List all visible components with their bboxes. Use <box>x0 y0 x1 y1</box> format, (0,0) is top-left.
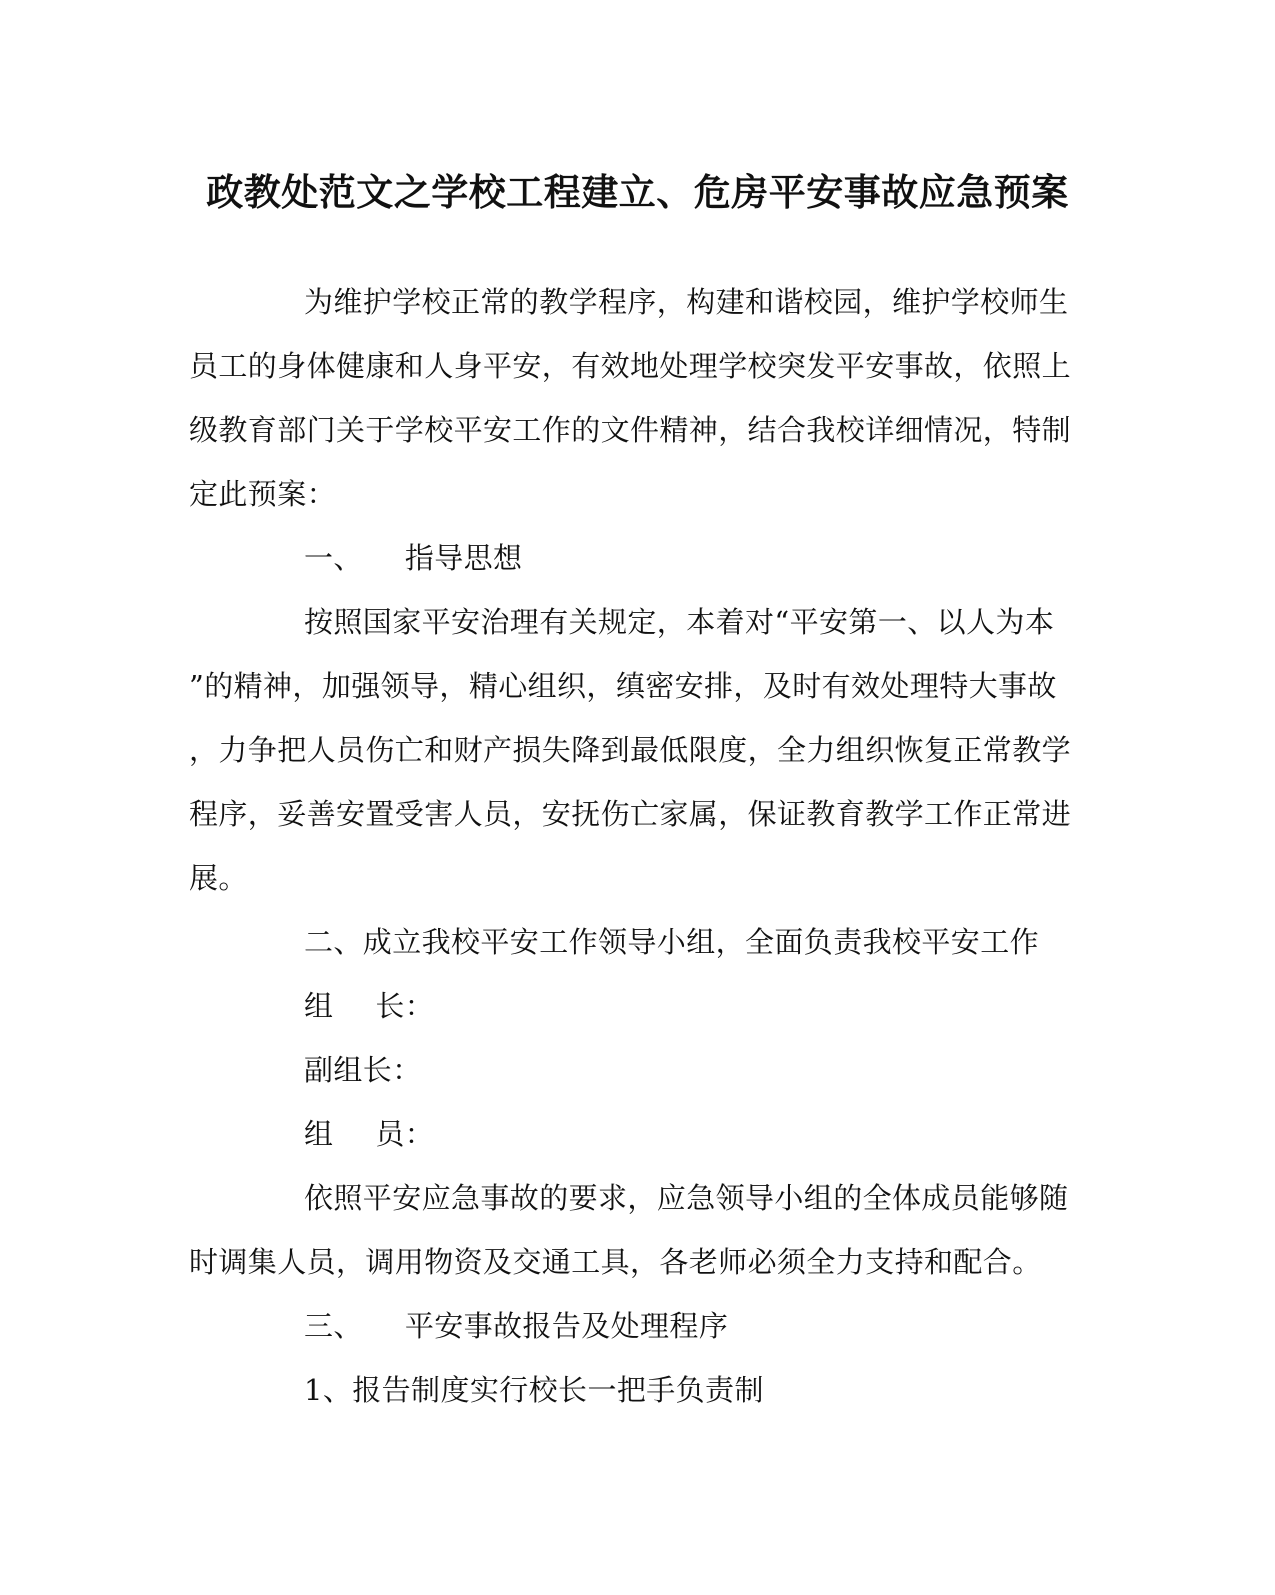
section-2-line-1: 依照平安应急事故的要求，应急领导小组的全体成员能够随 <box>304 1181 1069 1215</box>
intro-line-2: 员工的身体健康和人身平安，有效地处理学校突发平安事故，依照上 <box>189 349 1072 383</box>
section-3-item-1: 1、报告制度实行校长一把手负责制 <box>304 1373 764 1407</box>
document-title: 政教处范文之学校工程建立、危房平安事故应急预案 <box>206 170 1069 214</box>
section-2-heading: 二、成立我校平安工作领导小组，全面负责我校平安工作 <box>304 925 1040 959</box>
section-1-title: 指导思想 <box>404 541 523 575</box>
section-1-line-4: 程序，妥善安置受害人员，安抚伤亡家属，保证教育教学工作正常进 <box>189 797 1072 831</box>
group-member-label-b: 员： <box>375 1117 435 1151</box>
section-1-line-1: 按照国家平安治理有关规定，本着对“平安第一、以人为本 <box>304 605 1055 639</box>
section-3-heading <box>304 1306 1049 1346</box>
section-1-line-5: 展。 <box>189 861 248 895</box>
section-1-heading <box>304 538 1049 578</box>
section-3-number: 三、 <box>304 1309 363 1343</box>
group-member-label <box>304 1114 1049 1154</box>
group-leader-label-b: 长： <box>375 989 435 1023</box>
intro-line-4: 定此预案： <box>189 477 337 511</box>
deputy-leader-label: 副组长： <box>304 1053 422 1087</box>
section-1-line-3: ，力争把人员伤亡和财产损失降到最低限度，全力组织恢复正常教学 <box>189 733 1072 767</box>
group-member-label-a: 组 <box>304 1117 334 1151</box>
group-leader-label-a: 组 <box>304 989 334 1023</box>
section-1-line-2: ”的精神，加强领导，精心组织，缜密安排，及时有效处理特大事故 <box>189 669 1057 703</box>
section-2-line-2: 时调集人员，调用物资及交通工具，各老师必须全力支持和配合。 <box>189 1245 1042 1279</box>
intro-line-3: 级教育部门关于学校平安工作的文件精神，结合我校详细情况，特制 <box>189 413 1072 447</box>
intro-line-1: 为维护学校正常的教学程序，构建和谐校园，维护学校师生 <box>304 285 1069 319</box>
section-3-title: 平安事故报告及处理程序 <box>404 1309 729 1343</box>
section-1-number: 一、 <box>304 541 363 575</box>
group-leader-label <box>304 986 1049 1026</box>
